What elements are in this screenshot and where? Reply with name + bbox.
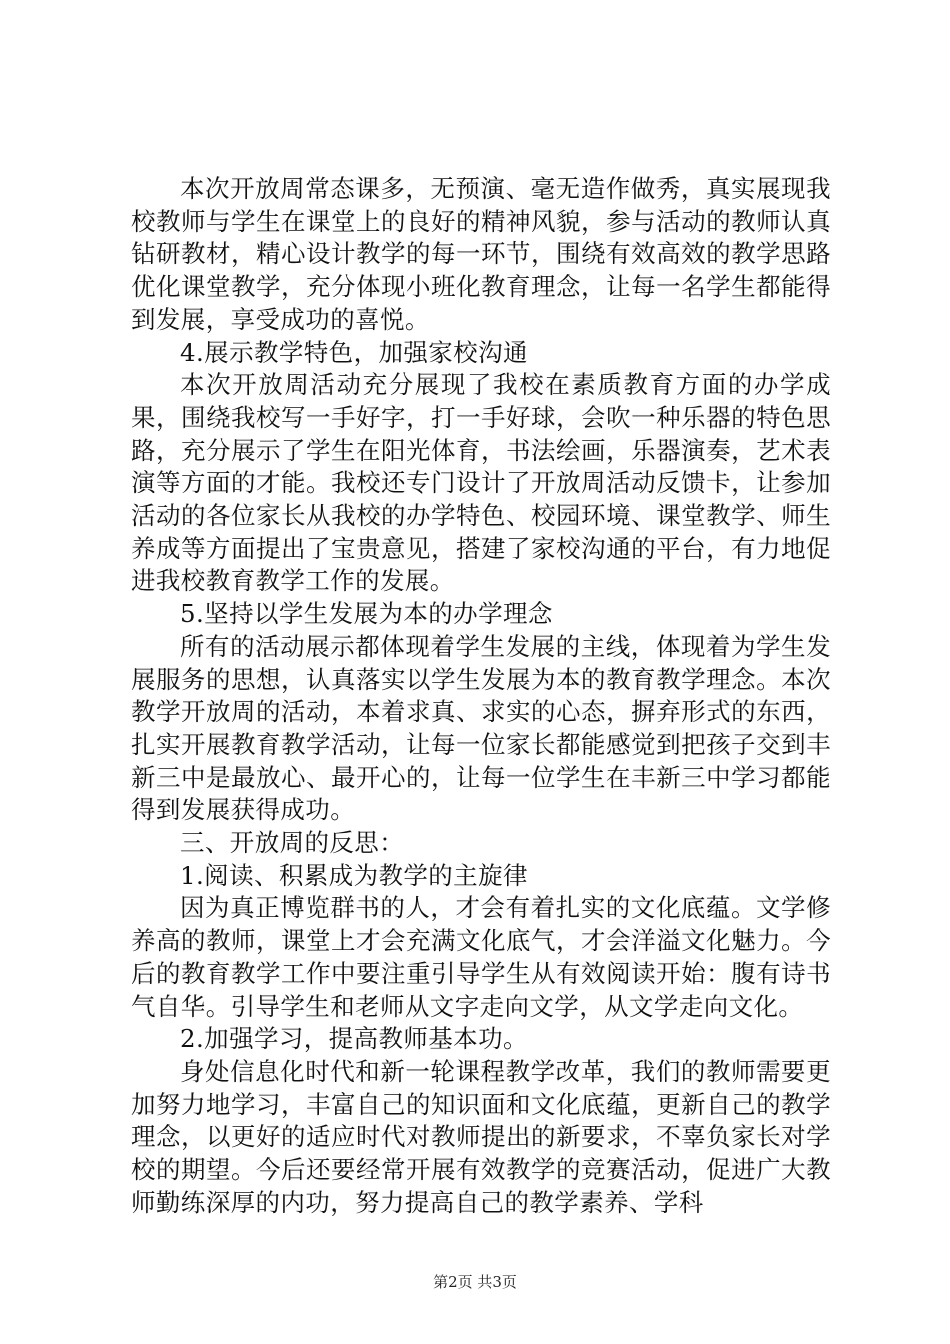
section-heading: 三、开放周的反思： <box>180 828 405 858</box>
paragraph: 身处信息化时代和新一轮课程教学改革，我们的教师需要更加努力地学习，丰富自己的知识面和文化底蕴，更新自己的教学理念，以更好的适应时代对教师提出的新要求，不辜负家长对学校的期望。今后还要经常开展有效教学的竞赛活动，促进广大教师勤练深厚的内功，努力提高自己的教学素养、学科 <box>131 1056 831 1217</box>
paragraph: 本次开放周常态课多，无预演、毫无造作做秀，真实展现我校教师与学生在课堂上的良好的精神风貌，参与活动的教师认真钻研教材，精心设计教学的每一环节，围绕有效高效的教学思路优化课堂教学，充分体现小班化教育理念，让每一名学生都能得到发展，享受成功的喜悦。 <box>131 174 831 334</box>
page-number-footer: 第2页 共3页 <box>433 1273 517 1291</box>
section-heading: 2.加强学习，提高教师基本功。 <box>180 1024 528 1054</box>
paragraph: 所有的活动展示都体现着学生发展的主线，体现着为学生发展服务的思想，认真落实以学生发展为本的教育教学理念。本次教学开放周的活动，本着求真、求实的心态，摒弃形式的东西，扎实开展教育教学活动，让每一位家长都能感觉到把孩子交到丰新三中是最放心、最开心的，让每一位学生在丰新三中学习都能得到发展获得成功。 <box>131 631 831 825</box>
paragraph: 因为真正博览群书的人，才会有着扎实的文化底蕴。文学修养高的教师，课堂上才会充满文化底气，才会洋溢文化魅力。今后的教育教学工作中要注重引导学生从有效阅读开始：腹有诗书气自华。引导学生和老师从文字走向文学，从文学走向文化。 <box>131 893 831 1021</box>
document-body <box>131 173 831 1220</box>
section-heading: 1.阅读、积累成为教学的主旋律 <box>180 860 528 890</box>
section-heading: 4.展示教学特色，加强家校沟通 <box>180 337 528 367</box>
section-heading: 5.坚持以学生发展为本的办学理念 <box>180 599 553 629</box>
paragraph: 本次开放周活动充分展现了我校在素质教育方面的办学成果，围绕我校写一手好字，打一手好球，会吹一种乐器的特色思路，充分展示了学生在阳光体育，书法绘画，乐器演奏，艺术表演等方面的才能。我校还专门设计了开放周活动反馈卡，让参加活动的各位家长从我校的办学特色、校园环境、课堂教学、师生养成等方面提出了宝贵意见，搭建了家校沟通的平台，有力地促进我校教育教学工作的发展。 <box>131 370 831 596</box>
